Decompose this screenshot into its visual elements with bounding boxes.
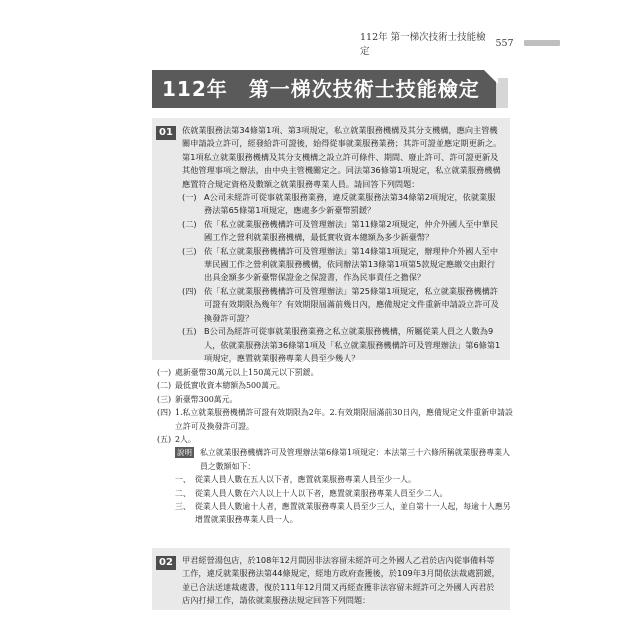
question-2-box: [152, 548, 510, 610]
page-number: 557: [495, 37, 514, 49]
running-title: 112年 第一梯次技術士技能檢定: [360, 32, 486, 57]
section-banner: [152, 70, 498, 108]
banner-title: 112年 第一梯次技術士技能檢定: [162, 77, 480, 101]
question-intro: 依就業服務法第34條第1項、第3項規定，私立就業服務機構及其分支機構，應向主管機關申請設立許可，經發給許可證後，始得從事就業服務業務；其許可證並應定期更新之。第1項私立就業服務機構及其分支機構之設立許可條件、期間、廢止許可、許可證更新及其他管理事項之辦法，由中央主管機關定之。同法第36條第1項規定，私立就業服務機構應置符合規定資格及數額之就業服務專業人員。請回答下列問題：: [182, 125, 502, 189]
sub-question-text: 依「私立就業服務機構許可及管理辦法」第25條第1項規定，私立就業服務機構許可證有效期限為幾年？有效期限屆滿前幾日內，應備規定文件重新申請設立許可及換發許可證？: [204, 285, 499, 323]
explanation-text: 私立就業服務機構許可及管理辦法第6條第1項規定：本法第三十六條所稱就業服務專業人員之數額如下：: [200, 448, 510, 471]
explanation-item-label: 三、: [175, 502, 191, 512]
answer-section: [157, 366, 513, 527]
sub-question-text: B公司為經許可從事就業服務業務之私立就業服務機構，所屬從業人員之人數為9人，依就業服務法第36條第1項及「私立就業服務機構許可及管理辦法」第6條第1項規定，應置就業服務專業人員至少幾人？: [204, 326, 501, 363]
question-number: 02: [156, 556, 176, 570]
sub-question: [182, 191, 502, 218]
explanation-item: [157, 500, 513, 527]
sub-question-label: (三): [182, 245, 197, 256]
running-head: [360, 32, 560, 57]
question-number: 01: [156, 126, 176, 140]
answer-label: (一): [157, 368, 172, 377]
answer-item: [157, 406, 513, 433]
explanation-item: [157, 473, 513, 486]
answer-text: 處新臺幣30萬元以上150萬元以下罰鍰。: [175, 368, 319, 377]
sub-question: [182, 245, 502, 285]
answer-text: 最低實收資本總額為500萬元。: [175, 381, 285, 391]
answer-label: (五): [157, 435, 172, 445]
banner-corner-fold: [484, 70, 498, 84]
answer-label: (四): [157, 408, 172, 418]
explanation-item-label: 二、: [175, 488, 191, 498]
sub-question: [182, 325, 502, 365]
header-bar: [524, 40, 560, 46]
sub-question-text: A公司未經許可從事就業服務業務，違反就業服務法第34條第2項規定，依就業服務法第65條第1項規定，應處多少新臺幣罰鍰？: [204, 192, 496, 216]
answer-label: (二): [157, 381, 172, 391]
explanation-item-text: 從業人員人數在六人以上十人以下者，應置就業服務專業人員至少二人。: [195, 488, 448, 498]
answer-text: 新臺幣300萬元。: [175, 394, 238, 404]
answer-item: [157, 379, 513, 392]
explanation-item-text: 從業人員人數在五人以下者，應置就業服務專業人員至少一人。: [195, 475, 416, 485]
explanation-item-text: 從業人員人數逾十人者，應置就業服務專業人員至少三人，並自第十一人起，每逾十人應另增置就業服務專業人員一人。: [195, 502, 511, 525]
answer-text: 2人。: [175, 435, 196, 445]
explanation-item: [157, 487, 513, 500]
explanation-tag: 說明: [177, 448, 192, 458]
answer-label: (三): [157, 394, 172, 404]
answer-item: [157, 366, 513, 379]
question-intro: 甲君經營湯包店，於108年12月間因非法容留未經許可之外國人乙君於店內從事備料等工作，違反就業服務法第44條規定，經地方政府查獲後，於109年3月間依法裁處罰鍰，並已合法送達裁處書，復於111年12月間又再經查獲非法容留未經許可之外國人丙君於店內打掃工作，請依就業服務法規定回答下列問題：: [182, 555, 500, 606]
answer-item: [157, 433, 513, 446]
sub-question-label: (五): [182, 326, 197, 337]
answer-text: 1.私立就業服務機構許可證有效期限為2年。2.有效期限屆滿前30日內，應備規定文件重新申請設立許可及換發許可證。: [175, 408, 513, 431]
sub-question-text: 依「私立就業服務機構許可及管理辦法」第11條第2項規定，仲介外國人至中華民國工作之營利就業服務機構，最低實收資本總額為多少新臺幣？: [204, 218, 499, 243]
answer-item: [157, 393, 513, 406]
explanation-item-label: 一、: [175, 475, 191, 485]
explanation-note: [157, 446, 513, 473]
sub-question: [182, 218, 502, 245]
sub-question-label: (四): [182, 285, 197, 296]
sub-question-label: (一): [182, 192, 197, 203]
sub-question-text: 依「私立就業服務機構許可及管理辦法」第14條第1項規定，辦理仲介外國人至中華民國工作之營利就業服務機構，依同辦法第13條第1項第5款規定應繳交由銀行出具金額多少新臺幣保證金之保證書，作為民事責任之擔保？: [204, 245, 499, 283]
question-1-box: [152, 118, 510, 363]
sub-question-label: (二): [182, 218, 197, 229]
sub-question: [182, 285, 502, 325]
